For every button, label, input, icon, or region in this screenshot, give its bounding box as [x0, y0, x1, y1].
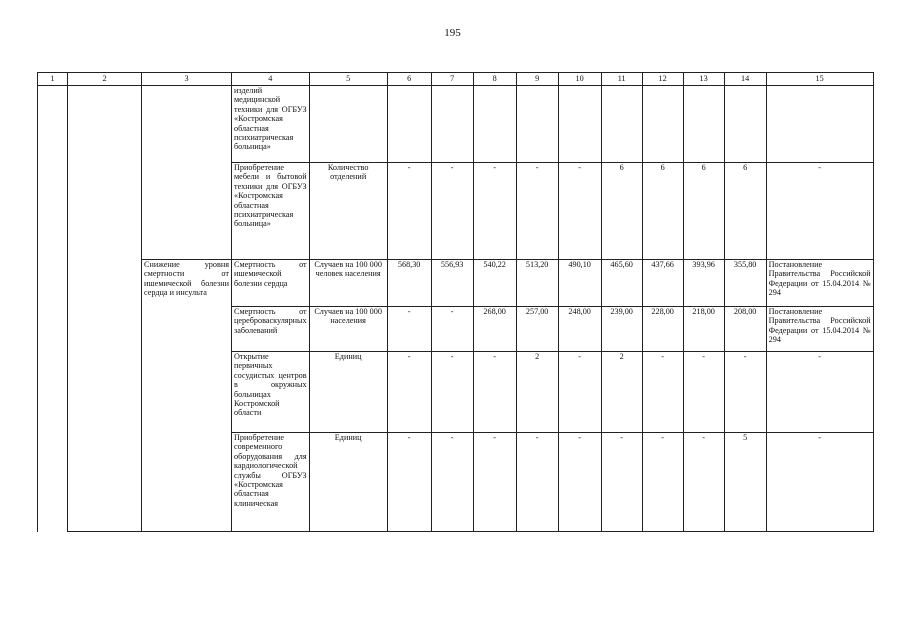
column-header: 7 — [431, 73, 473, 86]
empty-cell — [683, 86, 724, 163]
table-row — [38, 260, 874, 307]
value-cell: - — [683, 433, 724, 532]
empty-cell — [766, 86, 873, 163]
column-header: 6 — [387, 73, 431, 86]
column-header: 10 — [558, 73, 601, 86]
value-cell: 208,00 — [724, 307, 766, 352]
value-cell: 218,00 — [683, 307, 724, 352]
value-cell: - — [558, 352, 601, 433]
basis-cell: - — [766, 163, 873, 260]
header-row — [38, 73, 874, 86]
value-cell: - — [473, 352, 516, 433]
value-cell: 556,93 — [431, 260, 473, 307]
value-cell: - — [642, 433, 683, 532]
value-cell: 6 — [601, 163, 642, 260]
value-cell: - — [431, 307, 473, 352]
value-cell: 490,10 — [558, 260, 601, 307]
indicator-name: Приобретение современного оборудования для кардиологической службы ОГБУЗ «Костромская областная клиническая — [232, 433, 310, 532]
value-cell: - — [387, 433, 431, 532]
basis-cell: - — [766, 352, 873, 433]
column-header: 14 — [724, 73, 766, 86]
value-cell: - — [516, 433, 558, 532]
basis-cell: - — [766, 433, 873, 532]
value-cell: - — [558, 433, 601, 532]
value-cell: - — [473, 433, 516, 532]
column-header: 15 — [766, 73, 873, 86]
value-cell: 540,22 — [473, 260, 516, 307]
unit-cell: Единиц — [309, 352, 387, 433]
empty-cell — [387, 86, 431, 163]
column-header: 8 — [473, 73, 516, 86]
goal-cell: Снижение уровня смертности от ишемической болезни сердца и инсульта — [142, 260, 232, 532]
value-cell: 355,80 — [724, 260, 766, 307]
value-cell: - — [431, 433, 473, 532]
value-cell: 2 — [516, 352, 558, 433]
basis-cell: Постановление Правительства Российской Федерации от 15.04.2014 № 294 — [766, 260, 873, 307]
value-cell: - — [724, 352, 766, 433]
value-cell: - — [558, 163, 601, 260]
unit-cell: Случаев на 100 000 человек населения — [309, 260, 387, 307]
empty-cell — [558, 86, 601, 163]
empty-cell — [473, 86, 516, 163]
value-cell: 2 — [601, 352, 642, 433]
empty-cell — [601, 86, 642, 163]
value-cell: 257,00 — [516, 307, 558, 352]
value-cell: 513,20 — [516, 260, 558, 307]
value-cell: - — [601, 433, 642, 532]
column-header: 13 — [683, 73, 724, 86]
column-header: 11 — [601, 73, 642, 86]
table-row — [38, 86, 874, 163]
unit-cell: Количество отделений — [309, 163, 387, 260]
empty-cell — [642, 86, 683, 163]
value-cell: 228,00 — [642, 307, 683, 352]
value-cell: 239,00 — [601, 307, 642, 352]
value-cell: 248,00 — [558, 307, 601, 352]
indicators-table — [37, 72, 874, 532]
empty-cell — [38, 86, 68, 532]
indicator-name: Приобретение мебели и бытовой техники для ОГБУЗ «Костромская областная психиатрическая больница» — [232, 163, 310, 260]
column-header: 1 — [38, 73, 68, 86]
value-cell: 6 — [642, 163, 683, 260]
value-cell: - — [387, 352, 431, 433]
indicator-name: Смертность от ишемической болезни сердца — [232, 260, 310, 307]
value-cell: - — [387, 307, 431, 352]
page-number: 195 — [444, 27, 461, 39]
empty-cell — [724, 86, 766, 163]
unit-cell: Случаев на 100 000 населения — [309, 307, 387, 352]
basis-cell: Постановление Правительства Российской Федерации от 15.04.2014 № 294 — [766, 307, 873, 352]
value-cell: - — [387, 163, 431, 260]
empty-cell — [68, 86, 142, 532]
value-cell: 437,66 — [642, 260, 683, 307]
empty-cell — [142, 86, 232, 260]
value-cell: 393,96 — [683, 260, 724, 307]
value-cell: 268,00 — [473, 307, 516, 352]
value-cell: - — [431, 163, 473, 260]
value-cell: - — [473, 163, 516, 260]
column-header: 2 — [68, 73, 142, 86]
value-cell: 6 — [683, 163, 724, 260]
value-cell: - — [516, 163, 558, 260]
value-cell: - — [683, 352, 724, 433]
indicator-name: Открытие первичных сосудистых центров в окружных больницах Костромской области — [232, 352, 310, 433]
value-cell: 465,60 — [601, 260, 642, 307]
value-cell: 568,30 — [387, 260, 431, 307]
unit-cell: Единиц — [309, 433, 387, 532]
empty-cell — [309, 86, 387, 163]
value-cell: - — [431, 352, 473, 433]
value-cell: - — [642, 352, 683, 433]
column-header: 5 — [309, 73, 387, 86]
value-cell: 5 — [724, 433, 766, 532]
empty-cell — [516, 86, 558, 163]
column-header: 3 — [142, 73, 232, 86]
empty-cell — [431, 86, 473, 163]
indicator-name: изделий медицинской техники для ОГБУЗ «Костромская областная психиатрическая больница» — [232, 86, 310, 163]
column-header: 4 — [232, 73, 310, 86]
column-header: 9 — [516, 73, 558, 86]
value-cell: 6 — [724, 163, 766, 260]
indicator-name: Смертность от цереброваскулярных заболеваний — [232, 307, 310, 352]
column-header: 12 — [642, 73, 683, 86]
